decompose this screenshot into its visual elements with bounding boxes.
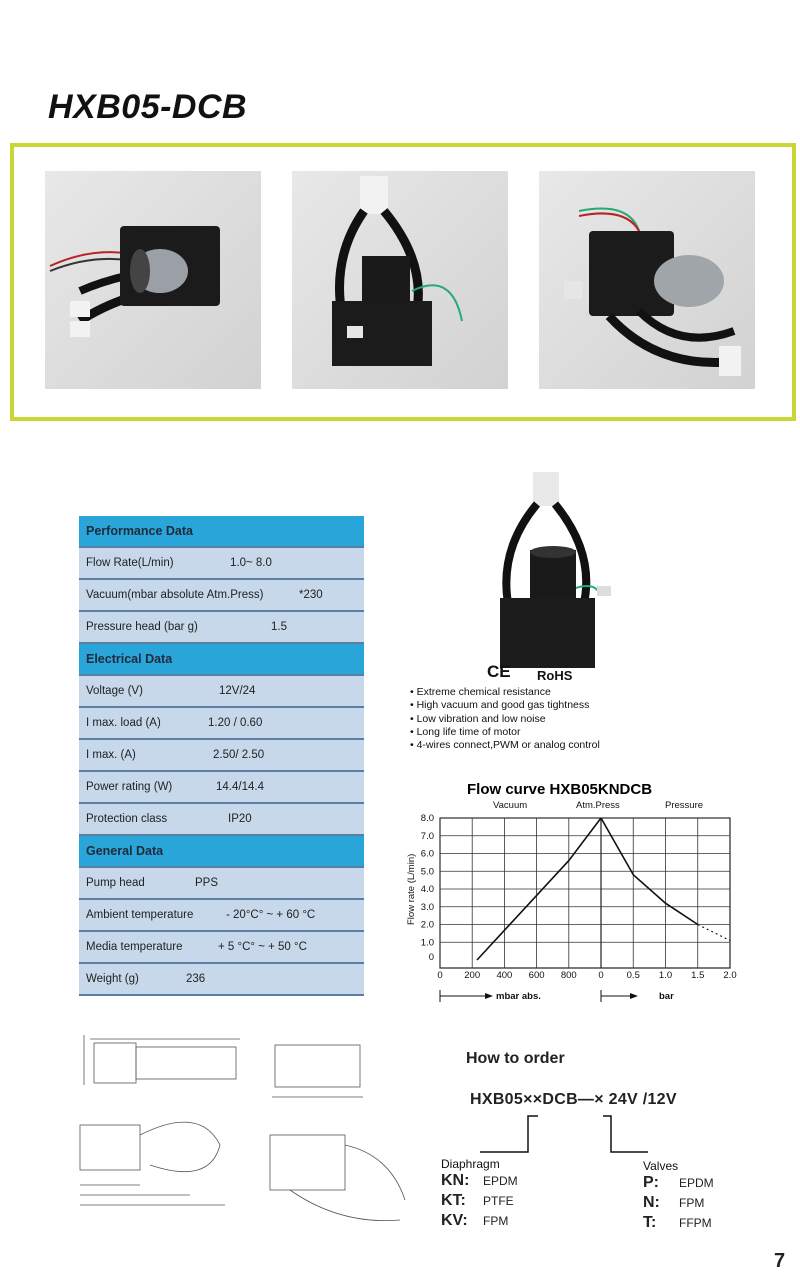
region-label: Pressure (665, 800, 704, 811)
plot-frame (440, 818, 730, 968)
option-code: P: (643, 1174, 659, 1191)
option-material: EPDM (483, 1174, 518, 1188)
spec-row (79, 772, 364, 804)
valves-options (643, 1159, 714, 1233)
option-material: FPM (679, 1196, 705, 1210)
spec-row (79, 804, 364, 836)
pump-photo-angled (539, 171, 755, 389)
spec-value: 2.50/ 2.50 (213, 749, 265, 761)
x-axis-label: bar (659, 991, 674, 1002)
y-tick-label: 7.0 (420, 830, 434, 842)
spec-row (79, 708, 364, 740)
option-material: FPM (483, 1214, 509, 1228)
photo-frame (10, 143, 796, 421)
option-material: FFPM (679, 1216, 712, 1230)
diaphragm-options (441, 1157, 518, 1231)
option-row (441, 1211, 518, 1231)
spec-value: 1.20 / 0.60 (208, 717, 263, 729)
series-line (698, 925, 730, 941)
option-code: N: (643, 1194, 660, 1211)
spec-value: + 5 °C° ~ + 50 °C (218, 941, 307, 953)
y-tick-label: 5.0 (420, 866, 434, 878)
product-image (475, 470, 625, 675)
page-number: 7 (774, 1250, 786, 1272)
spec-value: 14.4/14.4 (216, 781, 264, 793)
spec-label: Pressure head (bar g) (86, 621, 198, 633)
x-tick-label: 200 (464, 970, 481, 981)
y-tick-label: 4.0 (420, 884, 434, 895)
x-axis-label: mbar abs. (496, 991, 541, 1002)
spec-label: Vacuum(mbar absolute Atm.Press) (86, 589, 264, 601)
chart-title: Flow curve HXB05KNDCB (467, 781, 653, 798)
x-tick-label: 1.0 (658, 970, 673, 981)
region-label: Atm.Press (576, 800, 620, 811)
model-code: HXB05××DCB—× 24V /12V (470, 1091, 677, 1108)
option-code: KN: (441, 1172, 470, 1189)
ce-mark: CE (487, 662, 511, 681)
spec-label: Protection class (86, 813, 168, 825)
x-tick-labels (437, 970, 736, 981)
spec-value: 12V/24 (219, 685, 256, 697)
spec-value: 1.5 (271, 621, 287, 633)
x-tick-label: 800 (560, 970, 577, 981)
x-tick-label: 0 (437, 970, 443, 981)
spec-row (79, 676, 364, 708)
spec-value: *230 (299, 589, 323, 601)
pump-photo-front (45, 171, 261, 389)
feature-item: • 4-wires connect,PWM or analog control (410, 739, 600, 752)
option-material: PTFE (483, 1194, 514, 1208)
arrow-head-icon (485, 993, 493, 999)
x-tick-label: 400 (496, 970, 513, 981)
rohs-mark: RoHS (537, 668, 573, 683)
section-electrical: Electrical Data (79, 644, 364, 676)
option-code: T: (643, 1214, 657, 1231)
option-code: KV: (441, 1212, 468, 1229)
y-tick-label: 1.0 (420, 937, 434, 949)
y-tick-labels (421, 813, 434, 963)
spec-value: PPS (195, 877, 219, 889)
spec-label: Power rating (W) (86, 781, 173, 793)
spec-value: 236 (186, 973, 206, 985)
spec-label: Ambient temperature (86, 909, 194, 921)
x-tick-label: 1.5 (691, 970, 705, 981)
option-code: KT: (441, 1192, 466, 1209)
spec-value: 1.0~ 8.0 (230, 557, 272, 569)
spec-row (79, 900, 364, 932)
x-tick-label: 2.0 (723, 970, 737, 981)
technical-drawings (60, 1025, 420, 1240)
option-row (441, 1191, 518, 1211)
spec-row (79, 740, 364, 772)
y-tick-label: 8.0 (420, 813, 434, 824)
spec-value: - 20°C° ~ + 60 °C (226, 909, 316, 921)
valves-heading: Valves (643, 1159, 679, 1173)
feature-item: • Low vibration and low noise (410, 713, 600, 726)
spec-row (79, 580, 364, 612)
spec-label: Weight (g) (86, 973, 139, 985)
pump-photo-side (292, 171, 508, 389)
x-tick-label: 0.5 (626, 970, 640, 981)
option-row (643, 1173, 714, 1193)
flow-curve-chart (400, 780, 800, 1010)
feature-list (410, 686, 600, 752)
y-tick-label: 2.0 (420, 919, 434, 931)
spec-row (79, 932, 364, 964)
y-tick-label: 3.0 (420, 901, 434, 913)
spec-label: I max. load (A) (86, 717, 161, 729)
feature-item: • High vacuum and good gas tightness (410, 699, 600, 712)
option-row (643, 1193, 714, 1213)
chart-grid (440, 818, 730, 968)
option-row (441, 1171, 518, 1191)
section-general: General Data (79, 836, 364, 868)
spec-value: IP20 (228, 813, 252, 825)
spec-row (79, 964, 364, 996)
feature-item: • Extreme chemical resistance (410, 686, 600, 699)
spec-label: I max. (A) (86, 749, 136, 761)
feature-item: • Long life time of motor (410, 726, 600, 739)
y-axis-label: Flow rate (L/min) (406, 853, 417, 925)
region-label: Vacuum (493, 800, 528, 811)
x-tick-label: 600 (528, 970, 545, 981)
diaphragm-heading: Diaphragm (441, 1157, 500, 1171)
order-connector-lines (470, 1110, 670, 1160)
spec-row (79, 548, 364, 580)
page-title: HXB05-DCB (48, 88, 248, 126)
spec-label: Pump head (86, 877, 145, 889)
arrow-head-icon (630, 993, 638, 999)
spec-row (79, 868, 364, 900)
spec-row (79, 612, 364, 644)
order-heading: How to order (466, 1050, 565, 1067)
x-tick-label: 0 (598, 970, 604, 981)
y-tick-label: 0 (428, 952, 434, 963)
y-tick-label: 6.0 (420, 848, 434, 860)
section-performance: Performance Data (79, 516, 364, 548)
option-material: EPDM (679, 1176, 714, 1190)
option-row (643, 1213, 714, 1233)
spec-label: Media temperature (86, 941, 183, 953)
spec-table (79, 516, 364, 996)
spec-label: Flow Rate(L/min) (86, 557, 174, 569)
spec-label: Voltage (V) (86, 685, 143, 697)
